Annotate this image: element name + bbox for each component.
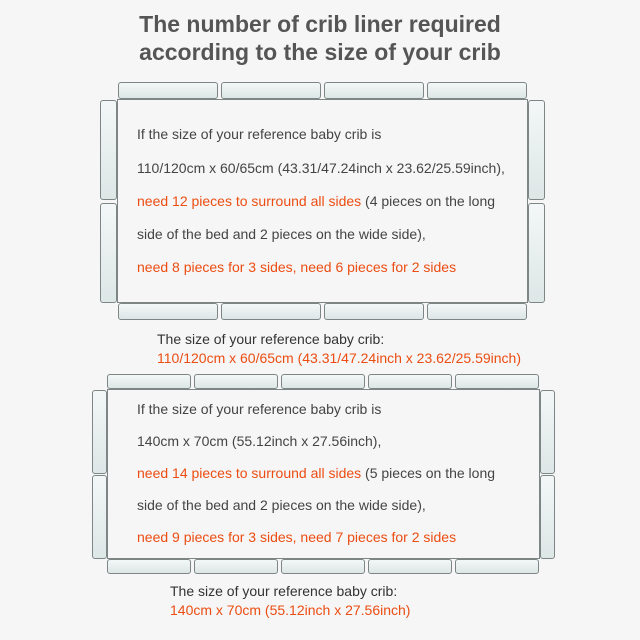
caption-size: 110/120cm x 60/65cm (43.31/47.24inch x 23.62/25.59inch) [157,350,521,366]
desc-line: If the size of your reference baby crib is [137,401,382,417]
crib-1-caption [157,331,521,366]
liner-pad-bottom [368,559,452,574]
liner-pad-right [528,203,545,303]
highlight-text: need 8 pieces for 3 sides, need 6 pieces for 2 sides [137,259,457,275]
liner-pad-bottom [221,303,321,320]
liner-pad-bottom [118,303,218,320]
liner-pad-bottom [194,559,278,574]
desc-text: (5 pieces on the long [361,465,496,481]
liner-pad-bottom [107,559,191,574]
highlight-text: need 14 pieces to surround all sides [137,465,362,481]
desc-line [137,465,495,481]
liner-pad-top [281,374,365,389]
desc-line: 110/120cm x 60/65cm (43.31/47.24inch x 23.62/25.59inch), [137,160,505,176]
liner-pad-top [368,374,452,389]
desc-line [137,193,495,209]
liner-pad-left [92,475,107,559]
desc-line: If the size of your reference baby crib is [137,126,382,142]
desc-line: 140cm x 70cm (55.12inch x 27.56inch), [137,433,382,449]
liner-pad-top [118,82,218,99]
liner-pad-bottom [281,559,365,574]
liner-pad-bottom [455,559,539,574]
liner-pad-bottom [324,303,424,320]
title-line-1: The number of crib liner required [139,11,501,37]
liner-pad-bottom [427,303,527,320]
highlight-text: need 12 pieces to surround all sides [137,193,362,209]
highlight-text: need 9 pieces for 3 sides, need 7 pieces for 2 sides [137,529,457,545]
desc-line: side of the bed and 2 pieces on the wide side), [137,226,426,242]
liner-pad-left [100,203,117,303]
desc-text: (4 pieces on the long [361,193,496,209]
liner-pad-top [324,82,424,99]
liner-pad-top [427,82,527,99]
liner-pad-top [221,82,321,99]
title-line-2: according to the size of your crib [139,39,501,65]
liner-pad-right [528,100,545,200]
liner-pad-left [92,390,107,474]
desc-line: side of the bed and 2 pieces on the wide side), [137,497,426,513]
liner-pad-left [100,100,117,200]
caption-size: 140cm x 70cm (55.12inch x 27.56inch) [170,602,411,618]
liner-pad-top [107,374,191,389]
page-title [0,10,640,66]
liner-pad-top [194,374,278,389]
liner-pad-right [540,390,555,474]
caption-label: The size of your reference baby crib: [170,583,398,599]
liner-pad-right [540,475,555,559]
caption-label: The size of your reference baby crib: [157,331,385,347]
crib-2-caption [170,583,410,618]
liner-pad-top [455,374,539,389]
